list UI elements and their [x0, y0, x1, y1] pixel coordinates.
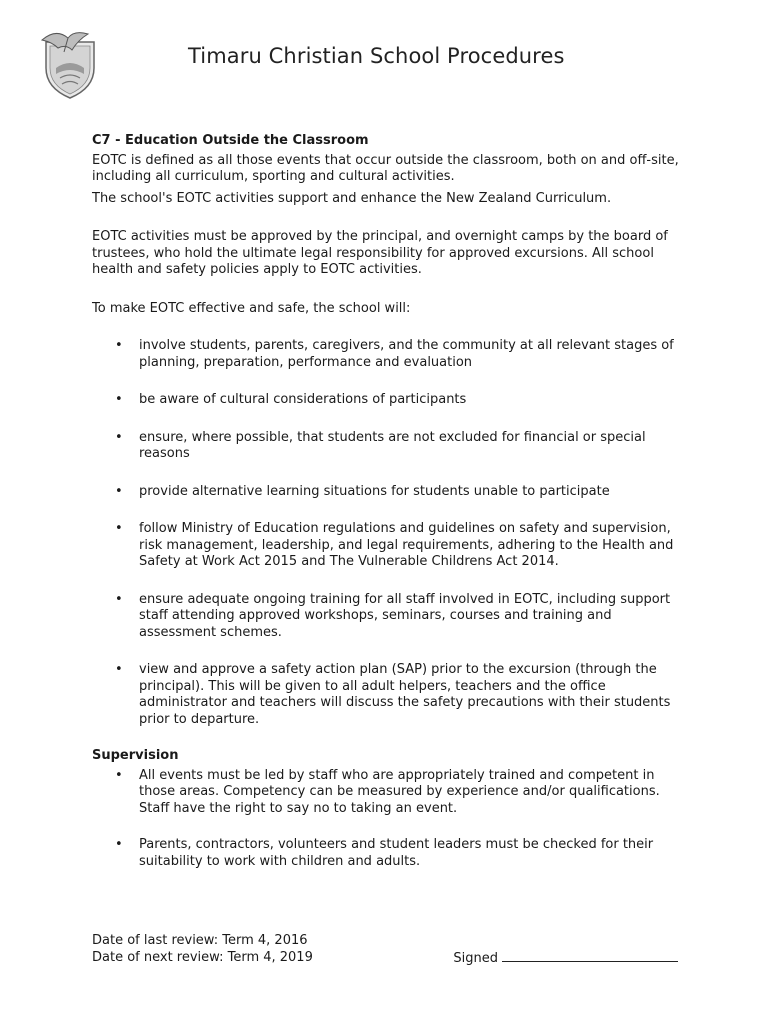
list-item-text: provide alternative learning situations for students unable to participate [139, 483, 610, 499]
eotc-list [92, 338, 682, 728]
list-item [92, 484, 682, 501]
bullet-icon: • [115, 521, 123, 536]
intro-paragraph: EOTC is defined as all those events that occur outside the classroom, both on and off-site, including all curriculum, sporting and cultural activities. [92, 152, 679, 184]
list-item-text: ensure, where possible, that students are not excluded for financial or special reasons [139, 429, 646, 461]
list-item [92, 392, 682, 409]
bullet-icon: • [115, 767, 123, 783]
bullet-icon: • [115, 662, 123, 677]
bullet-icon: • [115, 392, 123, 407]
list-item [92, 662, 682, 728]
document-body [92, 133, 682, 870]
list-item-text: Parents, contractors, volunteers and student leaders must be checked for their suitability to work with children and adults. [139, 837, 654, 869]
list-lead: To make EOTC effective and safe, the school will: [92, 300, 411, 316]
school-crest-icon [38, 28, 102, 100]
bullet-icon: • [115, 837, 123, 852]
last-review-date: Date of last review: Term 4, 2016 [92, 933, 308, 948]
bullet-icon: • [115, 591, 123, 607]
list-item [92, 338, 682, 371]
supervision-list [92, 768, 682, 871]
list-item-text: follow Ministry of Education regulations and guidelines on safety and supervision, risk management, leadership, and legal requirements, adhering to the Health and Safety at Work Act 2015 and The Vulnerable Childrens Act 2014. [139, 521, 674, 569]
section-heading: C7 - Education Outside the Classroom [92, 133, 369, 148]
list-item-text: All events must be led by staff who are appropriately trained and competent in those areas. Competency can be measured by experience and/or qualifications. Staff have the right to say no to taking an event. [139, 767, 660, 816]
list-item-text: view and approve a safety action plan (SAP) prior to the excursion (through the principal). This will be given to all adult helpers, teachers and the office administrator and teachers will discuss the safety precautions with their students prior to departure. [139, 662, 671, 727]
approval-paragraph: EOTC activities must be approved by the principal, and overnight camps by the board of trustees, who hold the ultimate legal responsibility for approved excursions. All school health and safety policies apply to EOTC activities. [92, 229, 668, 277]
bullet-icon: • [115, 338, 123, 353]
list-item [92, 592, 682, 642]
bullet-icon: • [115, 483, 123, 499]
list-item [92, 521, 682, 571]
list-item-text: involve students, parents, caregivers, and the community at all relevant stages of planning, preparation, performance and evaluation [139, 338, 674, 370]
next-review-date: Date of next review: Term 4, 2019 [92, 950, 313, 965]
page-title: Timaru Christian School Procedures [188, 44, 565, 68]
signature-line [502, 949, 678, 962]
bullet-icon: • [115, 429, 123, 445]
signed-label: Signed [453, 951, 498, 966]
list-item-text: be aware of cultural considerations of participants [139, 392, 467, 407]
list-item [92, 837, 682, 870]
document-footer [92, 932, 682, 967]
intro-paragraph: The school's EOTC activities support and enhance the New Zealand Curriculum. [92, 190, 612, 206]
list-item-text: ensure adequate ongoing training for all staff involved in EOTC, including support staff attending approved workshops, seminars, courses and training and assessment schemes. [139, 591, 671, 640]
list-item [92, 768, 682, 818]
supervision-heading: Supervision [92, 748, 179, 763]
list-item [92, 430, 682, 463]
signature-block [453, 949, 678, 967]
